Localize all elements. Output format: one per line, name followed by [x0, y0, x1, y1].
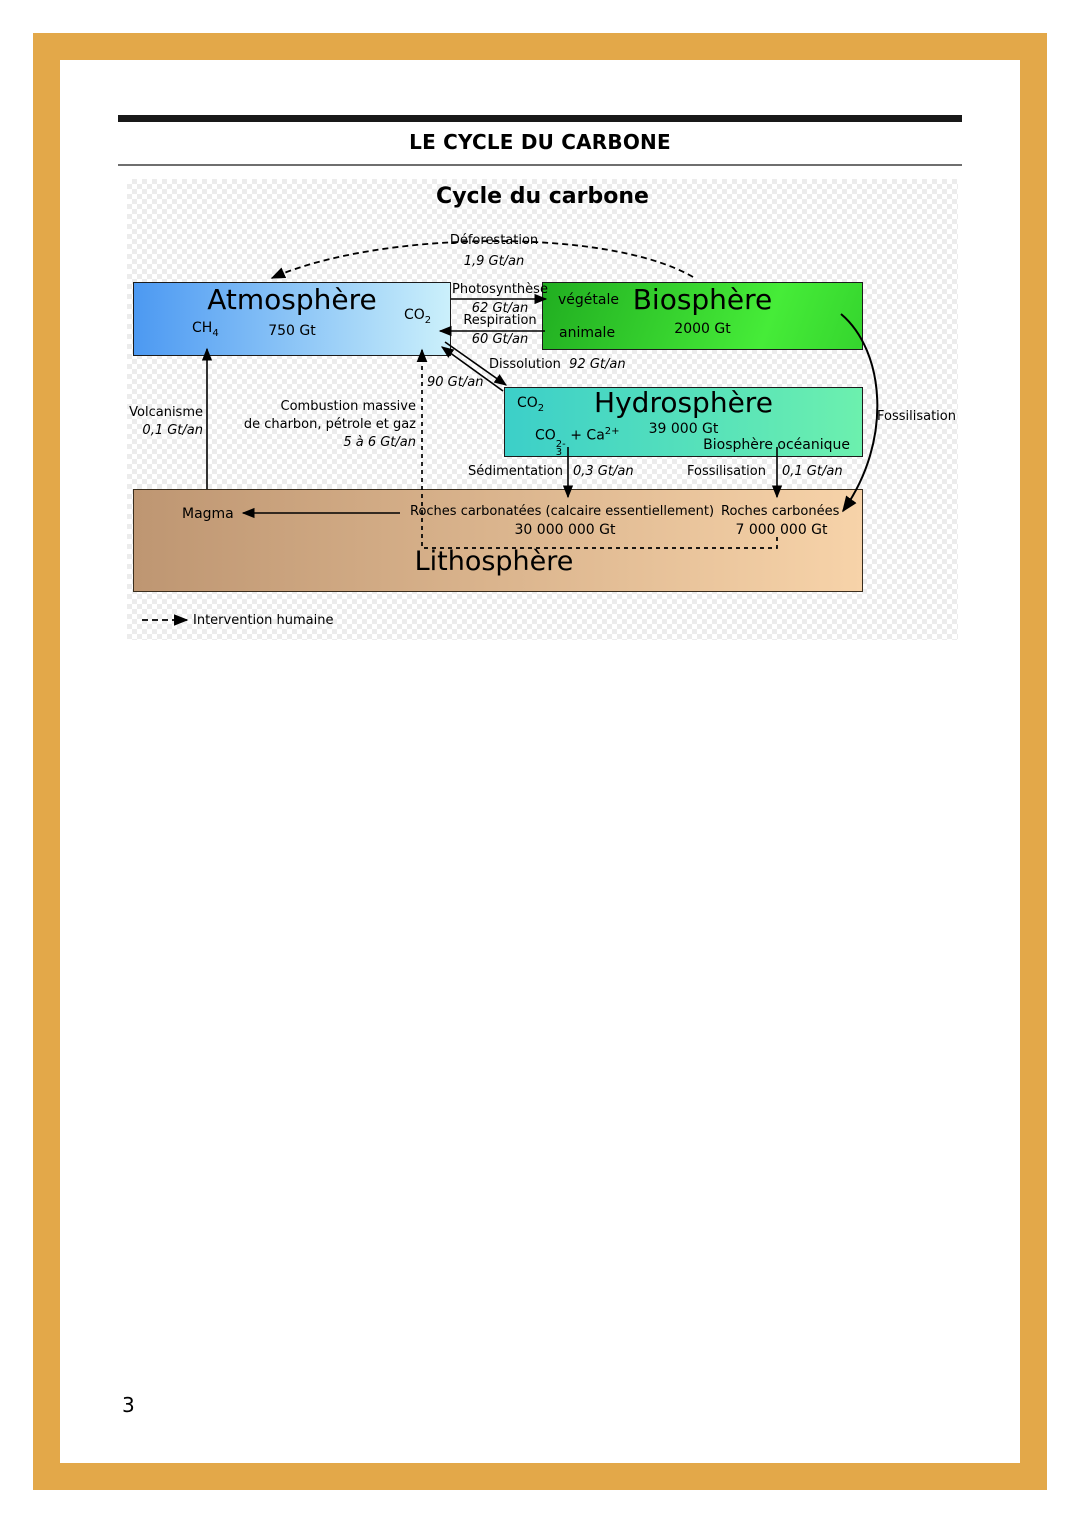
dissolution-label: Dissolution 92 Gt/an — [489, 357, 626, 372]
volcanisme-value: 0,1 Gt/an — [142, 423, 203, 438]
co2-hydrosphere-label: $CO_2$ — [517, 395, 545, 414]
header-rule-thick — [118, 115, 962, 122]
respiration-value: 60 Gt/an — [471, 332, 529, 347]
carbon-cycle-diagram — [127, 179, 958, 640]
deforestation-label: Déforestation — [449, 233, 539, 248]
carbonate-rocks-stock: 30 000 000 Gt — [514, 522, 616, 538]
volcanisme-label: Volcanisme — [129, 405, 203, 420]
co2-atmosphere-label: $CO_2$ — [404, 307, 432, 326]
biosphere-stock: 2000 Gt — [674, 321, 731, 337]
hydrosphere-stock: 39 000 Gt — [648, 421, 719, 437]
carbonate-rocks-label: Roches carbonatées (calcaire essentiellement) — [410, 504, 715, 519]
legend-label: Intervention humaine — [193, 613, 334, 628]
carbon-rocks-stock: 7 000 000 Gt — [735, 522, 828, 538]
vegetale-label: végétale — [558, 292, 619, 308]
combustion-value: 5 à 6 Gt/an — [343, 435, 416, 450]
lithosphere-title: Lithosphère — [414, 546, 574, 577]
document-title: LE CYCLE DU CARBONE — [409, 130, 671, 154]
atmosphere-stock: 750 Gt — [268, 323, 316, 339]
oceanic-biosphere-label: Biosphère océanique — [703, 436, 850, 453]
biosphere-title: Biosphère — [632, 283, 773, 316]
fossilisation-ocean-value: 0,1 Gt/an — [782, 464, 843, 479]
page-number: 3 — [122, 1393, 135, 1417]
atmosphere-title: Atmosphère — [207, 283, 377, 316]
respiration-label: Respiration — [463, 313, 537, 328]
dissolution-value: 92 Gt/an — [569, 357, 626, 372]
carbon-rocks-label: Roches carbonées — [721, 504, 840, 519]
photosynthese-value: 62 Gt/an — [471, 301, 529, 316]
header-rule-thin — [118, 164, 962, 166]
hydrosphere-title: Hydrosphère — [594, 386, 773, 419]
photosynthese-label: Photosynthèse — [452, 282, 548, 297]
carbonate-calcium-label: CO 2- 3 + $Ca^{2+}$ — [535, 426, 620, 458]
combustion-label-line2: de charbon, pétrole et gaz — [243, 417, 416, 432]
animale-label: animale — [559, 325, 616, 341]
fossilisation-biosphere-label: Fossilisation — [877, 409, 956, 424]
magma-label: Magma — [182, 506, 234, 522]
fossilisation-biosphere-arrow — [841, 314, 877, 511]
fossilisation-ocean-label: Fossilisation — [687, 464, 766, 479]
diagram-title: Cycle du carbone — [436, 184, 649, 209]
degazage-value: 90 Gt/an — [427, 375, 484, 390]
combustion-label-line1: Combustion massive — [280, 399, 416, 414]
ch4-label: $CH_4$ — [192, 320, 219, 339]
sedimentation-value: 0,3 Gt/an — [573, 464, 634, 479]
sedimentation-label: Sédimentation — [468, 464, 563, 479]
deforestation-value: 1,9 Gt/an — [463, 254, 525, 269]
